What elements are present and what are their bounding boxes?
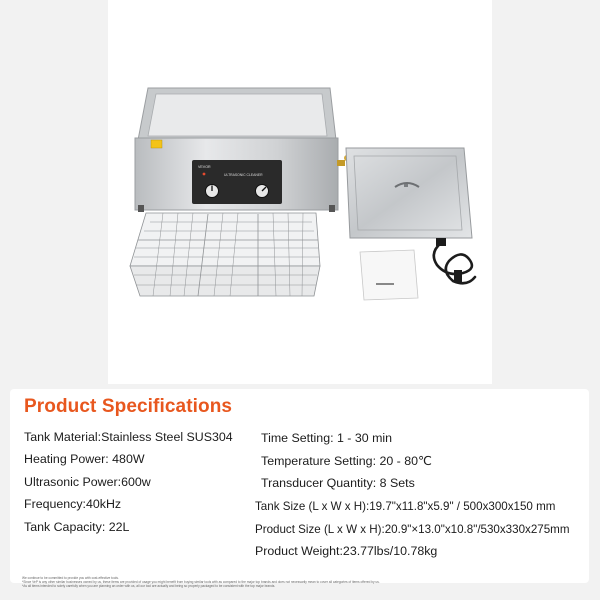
footnote-line-1: We continue to be committed to provide you with cost-effective tools. [22,576,119,580]
spec-ultrasonic-power: Ultrasonic Power:600w [24,475,151,489]
footnote-line-3: *As all items intended to solely carefully when you are planning an order with us, all our tool are actually and being so properly packaged to be consistent with the top major brands. [22,584,276,588]
spec-time-setting: Time Setting: 1 - 30 min [261,431,393,445]
user-manual [360,250,418,300]
product-photo [108,0,492,384]
spec-tank-capacity: Tank Capacity: 22L [24,520,130,534]
specifications-panel [10,389,589,583]
panel-label: ULTRASONIC CLEANER [224,173,263,177]
spec-tank-material: Tank Material:Stainless Steel SUS304 [24,430,233,444]
brand-mark: VEVOR [198,165,211,169]
spec-product-size: Product Size (L x W x H):20.9"×13.0"x10.8"/530x330x275mm [255,523,570,536]
spec-frequency: Frequency:40kHz [24,497,122,511]
ultrasonic-cleaner-illustration [108,0,492,384]
spec-tank-size: Tank Size (L x W x H):19.7"x11.8"x5.9" / 500x300x150 mm [255,500,556,513]
spec-heating-power: Heating Power: 480W [24,452,145,466]
spec-product-weight: Product Weight:23.77lbs/10.78kg [255,544,438,558]
footnote-line-2: *Since VeP is any other similar businesses owned by us, these items are provided of usage you might benefit from buying similar tools with as compared to the major top brands and does not necessarily mean to cover all categories of items offered by us. [22,580,380,584]
cleaning-basket [130,213,320,296]
spec-temperature-setting: Temperature Setting: 20 - 80℃ [261,454,432,468]
specifications-title: Product Specifications [24,396,233,417]
tank-lid [346,148,472,238]
power-cord [434,238,475,283]
disclaimer-footnote [22,576,582,588]
cleaner-tank [135,88,350,212]
spec-transducer-quantity: Transducer Quantity: 8 Sets [261,476,415,490]
